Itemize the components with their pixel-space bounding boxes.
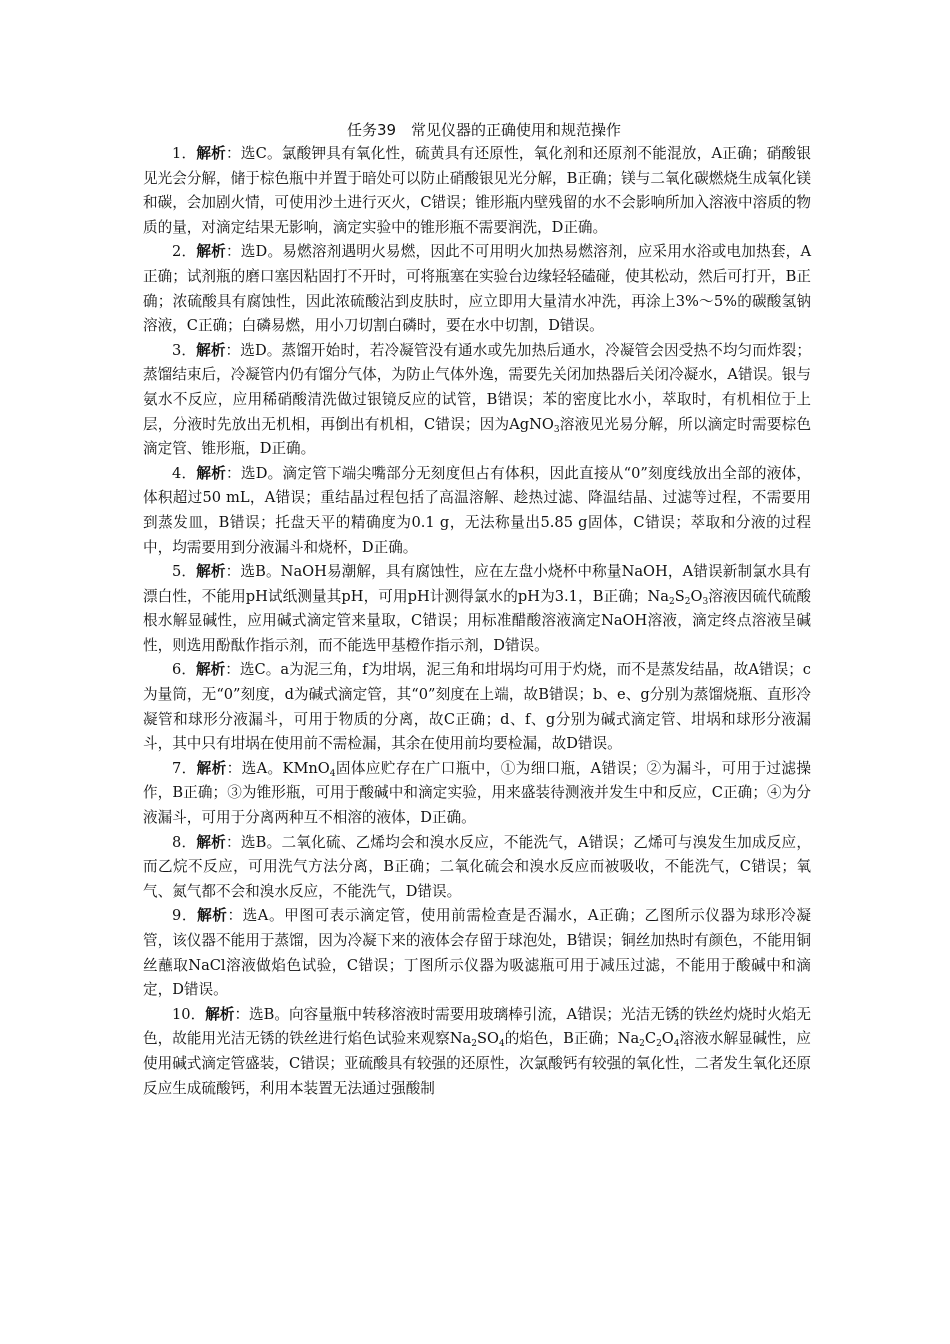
item-number: 2． — [172, 243, 197, 261]
item-text: ：选A。甲图可表示滴定管，使用前需检查是否漏水，A正确；乙图所示仪器为球形冷凝管，该仪器不能用于蒸馏，因为冷凝下来的液体会存留于球泡处，B错误；铜丝加热时有颜色，不能用铜丝蘸取NaCl溶液做焰色试验，C错误；丁图所示仪器为吸滤瓶可用于减压过滤，不能用于酸碱中和滴定，D错误。 — [143, 907, 811, 999]
item-number: 4． — [172, 464, 197, 482]
item-number: 3． — [172, 341, 197, 359]
item-text: 溶液水解显碱性，应使用碱式滴定管盛装，C错误；亚硫酸具有较强的还原性，次氯酸钙有较强的氧化性，二者发生氧化还原反应生成硫酸钙，利用本装置无法通过强酸制 — [143, 1030, 811, 1097]
item-text: ：选D。蒸馏开始时，若冷凝管没有通水或先加热后通水，冷凝管会因受热不均匀而炸裂；蒸馏结束后，冷凝管内仍有馏分气体，为防止气体外逸，需要先关闭加热器后关闭冷凝水，A错误。银与氨水不反应，应用稀硝酸清洗做过银镜反应的试管，B错误；苯的密度比水小，萃取时，有机相位于上层，分液时先放出无机相，再倒出有机相，C错误；因为AgNO — [143, 341, 811, 433]
document-page — [143, 118, 811, 1101]
item-label: 解析 — [196, 145, 226, 162]
item-label: 解析 — [196, 833, 227, 851]
item-label: 解析 — [205, 1005, 235, 1023]
subscript: 2 — [669, 596, 675, 607]
subscript: 4 — [329, 768, 336, 779]
item-label: 解析 — [196, 243, 226, 261]
item-text: ：选B。二氧化硫、乙烯均会和溴水反应，不能洗气，A错误；乙烯可与溴发生加成反应，而乙烷不反应，可用洗气方法分离，B正确；二氧化硫会和溴水反应而被吸收，不能洗气，C错误；氧气、氮气都不会和溴水反应，不能洗气，D错误。 — [143, 833, 811, 900]
answer-item-8 — [143, 831, 811, 905]
item-text: O — [690, 587, 703, 605]
page-title: 任务39 常见仪器的正确使用和规范操作 — [346, 121, 622, 139]
item-label: 解析 — [196, 563, 226, 581]
item-number: 8． — [172, 833, 197, 851]
item-text: ：选B。向容量瓶中转移溶液时需要用玻璃棒引流，A错误；光洁无锈的铁丝灼烧时火焰无色，故能用光洁无锈的铁丝进行焰色试验来观察Na — [143, 1005, 811, 1048]
item-text: ：选A。KMnO — [226, 759, 330, 777]
subscript: 2 — [684, 596, 691, 607]
answer-item-5 — [143, 560, 811, 658]
item-label: 解析 — [196, 341, 226, 359]
item-label: 解析 — [196, 759, 227, 777]
answer-item-9 — [143, 904, 811, 1002]
subscript: 3 — [702, 596, 709, 607]
item-text: SO — [476, 1030, 499, 1048]
item-text: 溶液见光易分解，所以滴定时需要棕色滴定管、锥形瓶，D正确。 — [143, 415, 811, 458]
item-number: 6． — [172, 661, 196, 679]
item-label: 解析 — [196, 464, 227, 482]
answer-item-7 — [143, 757, 811, 831]
item-text: ：选D。滴定管下端尖嘴部分无刻度但占有体积，因此直接从“0”刻度线放出全部的液体，体积超过50 mL，A错误；重结晶过程包括了高温溶解、趁热过滤、降温结晶、过滤等过程，不需要用到蒸发皿，B错误；托盘天平的精确度为0.1 g，无法称量出5.85 g固体，C错误；萃取和分液的过程中，均需要用到分液漏斗和烧杯，D正确。 — [143, 464, 811, 556]
answer-item-3 — [143, 339, 811, 462]
subscript: 2 — [656, 1039, 662, 1050]
item-number: 7． — [172, 759, 197, 777]
item-number: 5． — [172, 563, 197, 581]
subscript: 4 — [673, 1039, 680, 1050]
item-number: 1． — [172, 145, 197, 162]
item-text: ：选C。a为泥三角，f为坩埚，泥三角和坩埚均可用于灼烧，而不是蒸发结晶，故A错误；c为量筒，无“0”刻度，d为碱式滴定管，其“0”刻度在上端，故B错误；b、e、g分别为蒸馏烧瓶、直形冷凝管和球形分液漏斗，可用于物质的分离，故C正确；d、f、g分别为碱式滴定管、坩埚和球形分液漏斗，其中只有坩埚在使用前不需检漏，其余在使用前均要检漏，故D错误。 — [143, 661, 811, 753]
subscript: 2 — [639, 1039, 645, 1050]
item-text: C — [644, 1030, 657, 1048]
item-text: S — [674, 587, 685, 605]
item-text: O — [661, 1030, 674, 1048]
item-label: 解析 — [197, 907, 228, 925]
answer-item-4 — [143, 462, 811, 560]
subscript: 3 — [553, 424, 560, 435]
item-label: 解析 — [195, 661, 226, 679]
item-text: ：选C。氯酸钾具有氧化性，硫黄具有还原性，氧化剂和还原剂不能混放，A正确；硝酸银见光会分解，储于棕色瓶中并置于暗处可以防止硝酸银见光分解，B正确；镁与二氧化碳燃烧生成氧化镁和碳，会加剧火情，可使用沙土进行灭火，C错误；锥形瓶内壁残留的水不会影响所加入溶液中溶质的物质的量，对滴定结果无影响，滴定实验中的锥形瓶不需要润洗，D正确。 — [143, 145, 811, 236]
item-text: 的焰色，B正确；Na — [504, 1030, 640, 1048]
answer-item-6 — [143, 658, 811, 756]
answer-item-2 — [143, 240, 811, 338]
subscript: 4 — [498, 1039, 505, 1050]
item-text: ：选D。易燃溶剂遇明火易燃，因此不可用明火加热易燃溶剂，应采用水浴或电加热套，A正确；试剂瓶的磨口塞因粘固打不开时，可将瓶塞在实验台边缘轻轻磕碰，使其松动，然后可打开，B正确；浓硫酸具有腐蚀性，因此浓硫酸沾到皮肤时，应立即用大量清水冲洗，再涂上3%～5%的碳酸氢钠溶液，C正确；白磷易燃，用小刀切割白磷时，要在水中切割，D错误。 — [143, 243, 811, 335]
answer-item-1 — [143, 142, 811, 240]
item-number: 9． — [172, 907, 198, 925]
item-text: 溶液因硫代硫酸根水解显碱性，应用碱式滴定管来量取，C错误；用标准醋酸溶液滴定NaOH溶液，滴定终点溶液呈碱性，则选用酚酞作指示剂，而不能选甲基橙作指示剂，D错误。 — [143, 587, 811, 654]
item-number: 10． — [172, 1005, 206, 1023]
answer-item-10 — [143, 1003, 811, 1101]
item-text: ：选B。NaOH易潮解，具有腐蚀性，应在左盘小烧杯中称量NaOH，A错误新制氯水具有漂白性，不能用pH试纸测量其pH，可用pH计测得氯水的pH为3.1，B正确；Na — [143, 563, 811, 605]
item-text: 固体应贮存在广口瓶中，①为细口瓶，A错误；②为漏斗，可用于过滤操作，B正确；③为锥形瓶，可用于酸碱中和滴定实验，用来盛装待测液并发生中和反应，C正确；④为分液漏斗，可用于分离两种互不相溶的液体，D正确。 — [143, 759, 811, 827]
subscript: 2 — [471, 1039, 477, 1050]
